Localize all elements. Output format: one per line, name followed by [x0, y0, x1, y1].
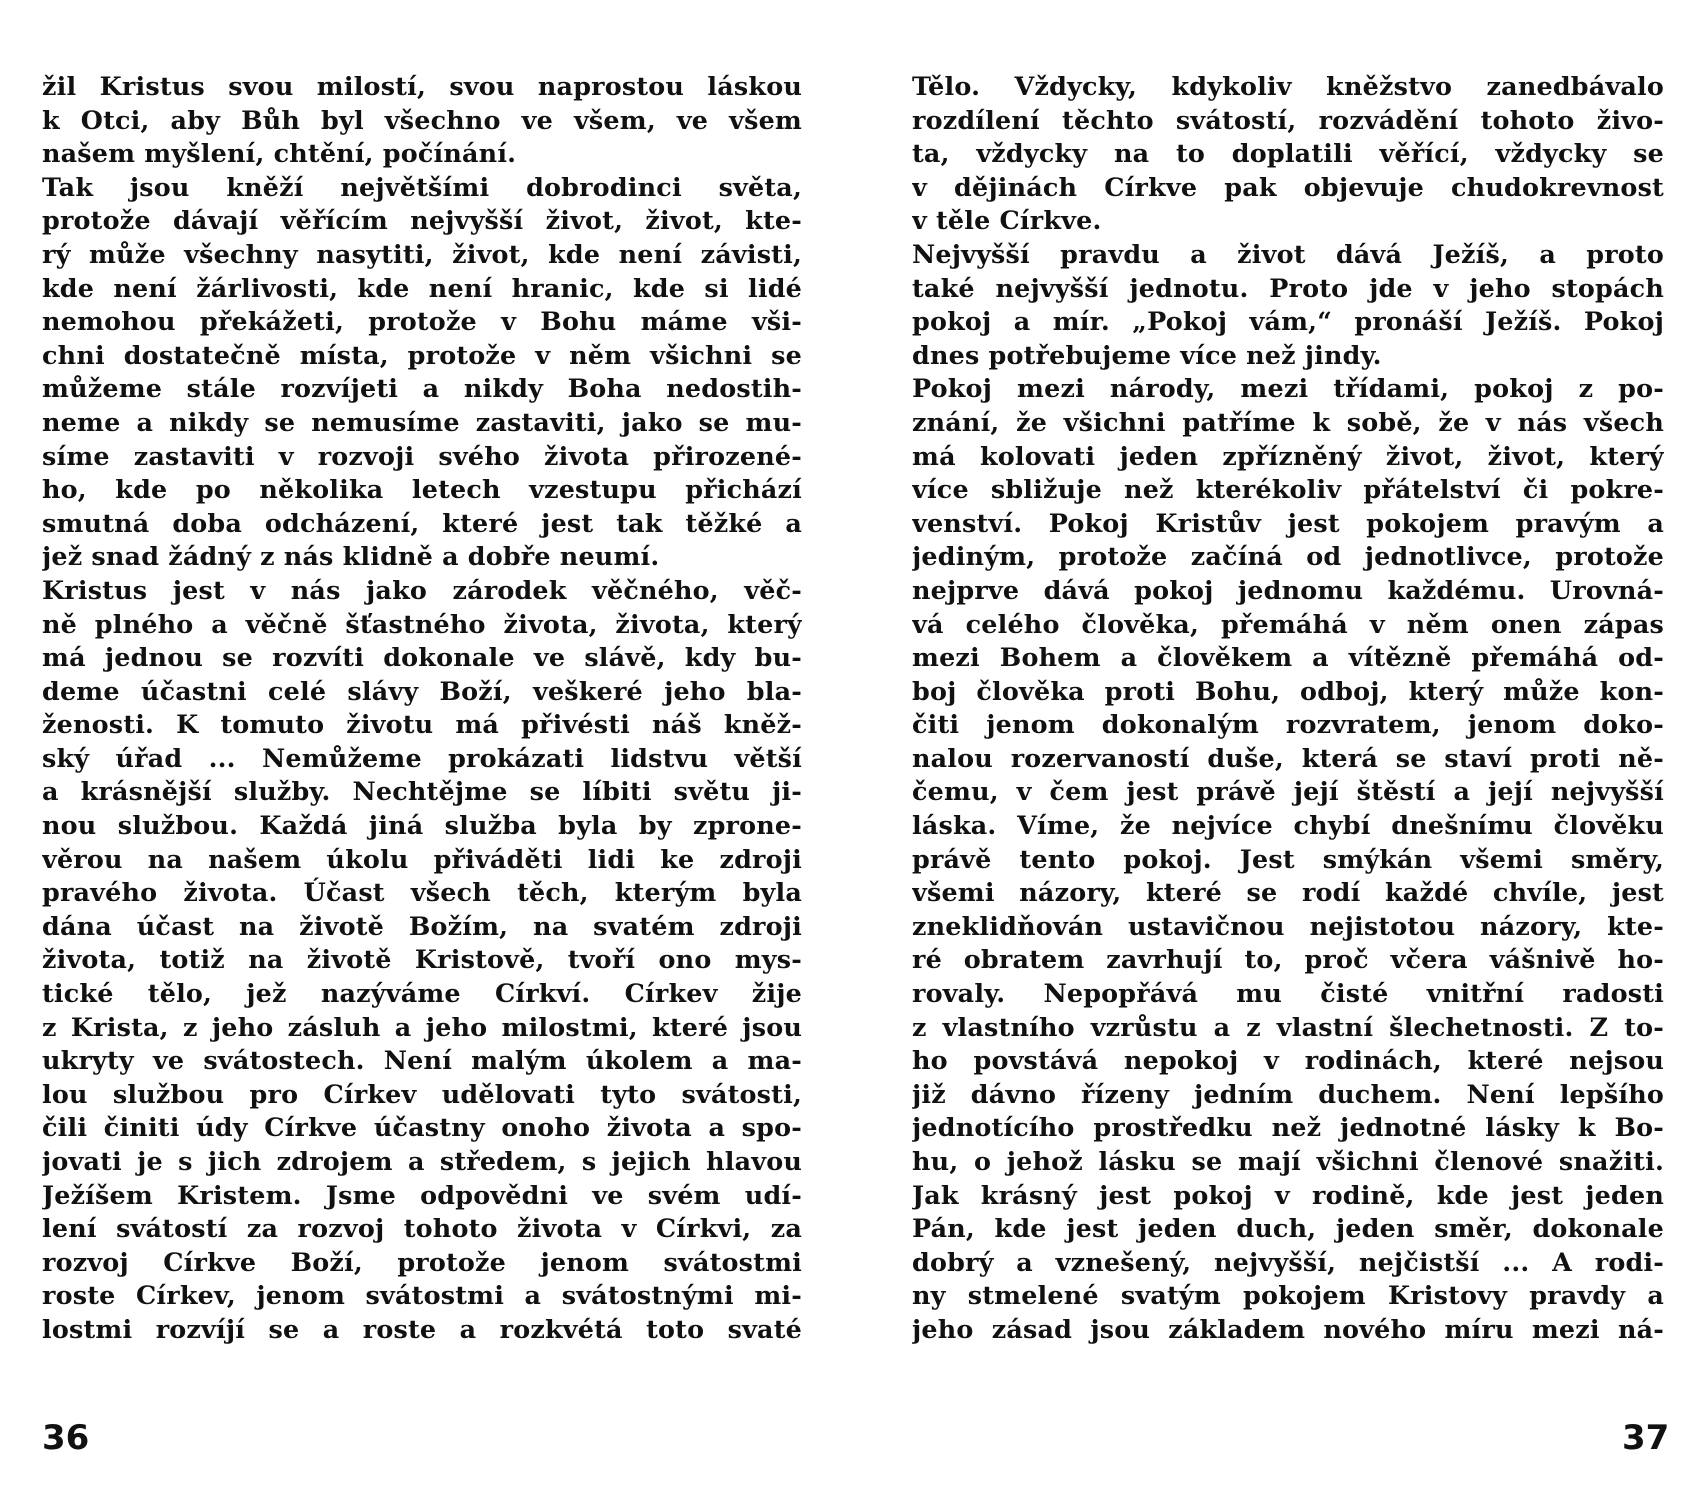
- text-line: ny stmelené svatým pokojem Kristovy pravdy a: [912, 1280, 1664, 1311]
- text-line: v dějinách Církve pak objevuje chudokrevnost: [912, 171, 1664, 202]
- text-line: Ježíšem Kristem. Jsme odpovědni ve svém udí-: [42, 1179, 802, 1210]
- text-line: deme účastni celé slávy Boží, veškeré jeho bla-: [42, 675, 802, 706]
- text-line: více sbližuje než kterékoliv přátelství či pokre-: [912, 474, 1664, 505]
- text-line: lou službou pro Církev udělovati tyto svátosti,: [42, 1078, 802, 1109]
- text-line: nejprve dává pokoj jednomu každému. Urovná-: [912, 574, 1664, 605]
- text-line: pokoj a mír. „Pokoj vám,“ pronáší Ježíš. Pokoj: [912, 306, 1664, 337]
- text-line: dnes potřebujeme více než jindy.: [912, 339, 1382, 370]
- text-line: čiti jenom dokonalým rozvratem, jenom doko-: [912, 709, 1664, 740]
- text-line: síme zastaviti v rozvoji svého života přirozené-: [42, 440, 802, 471]
- text-line: jednotícího prostředku než jednotné lásky k Bo-: [912, 1112, 1664, 1143]
- text-line: z vlastního vzrůstu a z vlastní šlechetnosti. Z to-: [912, 1011, 1664, 1042]
- text-line: boj člověka proti Bohu, odboj, který může kon-: [912, 675, 1664, 706]
- text-line: jovati je s jich zdrojem a středem, s jejich hlavou: [42, 1146, 802, 1176]
- text-line: smutná doba odcházení, které jest tak těžké a: [42, 507, 802, 538]
- text-line: Tělo. Vždycky, kdykoliv kněžstvo zanedbávalo: [912, 71, 1664, 101]
- text-line: nou službou. Každá jiná služba byla by zprone-: [42, 810, 802, 841]
- text-line: Jak krásný jest pokoj v rodině, kde jest jeden: [912, 1179, 1664, 1210]
- text-line: má jednou se rozvíti dokonale ve slávě, kdy bu-: [42, 642, 802, 673]
- text-line: Pokoj mezi národy, mezi třídami, pokoj z po-: [912, 373, 1664, 404]
- left-page-text: [42, 70, 802, 1347]
- text-line: života, totiž na životě Kristově, tvoří ono mys-: [42, 944, 802, 975]
- text-line: Kristus jest v nás jako zárodek věčného, věč-: [42, 574, 802, 605]
- text-line: ho, kde po několika letech vzestupu přichází: [42, 474, 802, 505]
- text-line: dobrý a vznešený, nejvyšší, nejčistší ... A rodi-: [912, 1246, 1664, 1277]
- text-line: láska. Víme, že nejvíce chybí dnešnímu člověku: [912, 810, 1664, 841]
- text-line: rozdílení těchto svátostí, rozvádění tohoto živo-: [912, 104, 1664, 135]
- text-line: tické tělo, jež nazýváme Církví. Církev žije: [42, 978, 802, 1009]
- text-line: jež snad žádný z nás klidně a dobře neumí.: [42, 541, 660, 572]
- text-line: protože dávají věřícím nejvyšší život, život, kte-: [42, 205, 802, 236]
- text-line: zneklidňován ustavičnou nejistotou názory, kte-: [912, 910, 1664, 941]
- right-page-text: [912, 70, 1664, 1347]
- text-line: z Krista, z jeho zásluh a jeho milostmi, které jsou: [42, 1011, 802, 1042]
- text-line: roste Církev, jenom svátostmi a svátostnými mi-: [42, 1280, 802, 1311]
- right-page: [912, 70, 1664, 1347]
- text-line: Tak jsou kněží největšími dobrodinci světa,: [42, 171, 802, 202]
- text-line: lení svátostí za rozvoj tohoto života v Církvi, za: [42, 1213, 802, 1244]
- text-line: jediným, protože začíná od jednotlivce, protože: [912, 541, 1664, 572]
- right-page-number: 37: [1622, 1418, 1670, 1458]
- text-line: jeho zásad jsou základem nového míru mezi ná-: [912, 1313, 1664, 1344]
- text-line: hu, o jehož lásku se mají všichni členové snažiti.: [912, 1146, 1664, 1176]
- text-line: v těle Církve.: [912, 205, 1102, 236]
- text-line: věrou na našem úkolu přiváděti lidi ke zdroji: [42, 843, 802, 874]
- left-page: [42, 70, 802, 1347]
- text-line: mezi Bohem a člověkem a vítězně přemáhá od-: [912, 642, 1664, 673]
- text-line: lostmi rozvíjí se a roste a rozkvétá toto svaté: [42, 1313, 802, 1344]
- text-line: ně plného a věčně šťastného života, života, který: [42, 608, 802, 639]
- text-line: má kolovati jeden zpřízněný život, život, který: [912, 440, 1664, 471]
- text-line: a krásnější služby. Nechtějme se líbiti světu ji-: [42, 776, 802, 807]
- text-line: ukryty ve svátostech. Není malým úkolem a ma-: [42, 1045, 802, 1076]
- text-line: ré obratem zavrhují to, proč včera vášnivě ho-: [912, 944, 1664, 975]
- text-line: Nejvyšší pravdu a život dává Ježíš, a proto: [912, 238, 1664, 269]
- text-line: můžeme stále rozvíjeti a nikdy Boha nedostih-: [42, 373, 802, 404]
- left-page-number: 36: [42, 1418, 90, 1458]
- text-line: nemohou překážeti, protože v Bohu máme vši-: [42, 306, 802, 337]
- text-line: žil Kristus svou milostí, svou naprostou láskou: [42, 71, 802, 101]
- text-line: rý může všechny nasytiti, život, kde není závisti,: [42, 238, 802, 269]
- text-line: rozvoj Církve Boží, protože jenom svátostmi: [42, 1246, 802, 1277]
- text-line: Pán, kde jest jeden duch, jeden směr, dokonale: [912, 1213, 1664, 1244]
- text-line: čili činiti údy Církve účastny onoho života a spo-: [42, 1112, 802, 1143]
- text-line: čemu, v čem jest právě její štěstí a její nejvyšší: [912, 776, 1664, 807]
- text-line: neme a nikdy se nemusíme zastaviti, jako se mu-: [42, 406, 802, 437]
- text-line: právě tento pokoj. Jest smýkán všemi směry,: [912, 843, 1664, 874]
- text-line: ský úřad ... Nemůžeme prokázati lidstvu větší: [42, 742, 802, 773]
- text-line: také nejvyšší jednotu. Proto jde v jeho stopách: [912, 272, 1664, 303]
- text-line: chni dostatečně místa, protože v něm všichni se: [42, 339, 802, 370]
- text-line: znání, že všichni patříme k sobě, že v nás všech: [912, 406, 1664, 437]
- text-line: rovaly. Nepopřává mu čisté vnitřní radosti: [912, 978, 1664, 1009]
- text-line: všemi názory, které se rodí každé chvíle, jest: [912, 877, 1664, 908]
- text-line: našem myšlení, chtění, počínání.: [42, 138, 517, 169]
- text-line: ta, vždycky na to doplatili věřící, vždycky se: [912, 138, 1664, 169]
- text-line: již dávno řízeny jedním duchem. Není lepšího: [912, 1078, 1664, 1109]
- text-line: k Otci, aby Bůh byl všechno ve všem, ve všem: [42, 104, 802, 135]
- text-line: nalou rozervaností duše, která se staví proti ně-: [912, 742, 1664, 773]
- text-line: pravého života. Účast všech těch, kterým byla: [42, 877, 802, 908]
- text-line: vá celého člověka, přemáhá v něm onen zápas: [912, 608, 1664, 639]
- text-line: ho povstává nepokoj v rodinách, které nejsou: [912, 1045, 1664, 1076]
- text-line: ženosti. K tomuto životu má přivésti náš kněž-: [42, 709, 802, 740]
- text-line: kde není žárlivosti, kde není hranic, kde si lidé: [42, 272, 802, 303]
- text-line: dána účast na životě Božím, na svatém zdroji: [42, 910, 802, 941]
- text-line: venství. Pokoj Kristův jest pokojem pravým a: [912, 507, 1664, 538]
